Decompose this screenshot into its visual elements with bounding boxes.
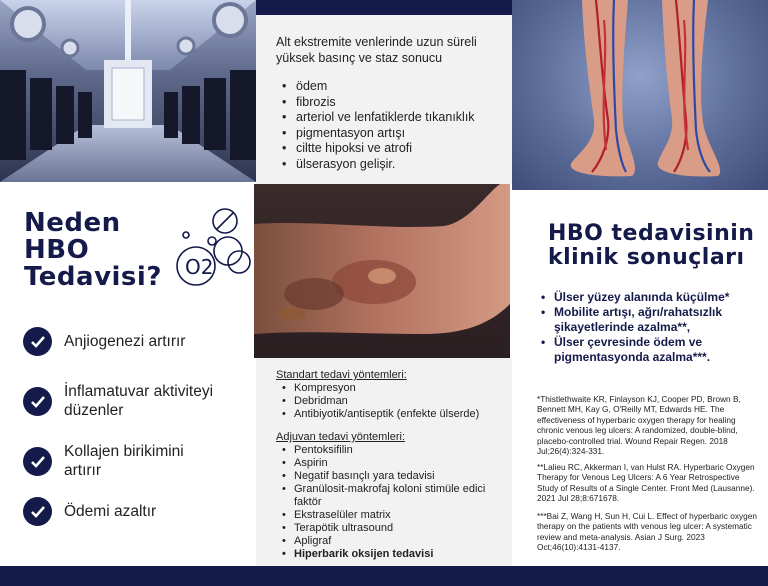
list-item: • ciltte hipoksi ve atrofi — [282, 141, 512, 157]
benefit-item — [23, 497, 224, 526]
list-item-highlight: • Hiperbarik oksijen tedavisi — [282, 548, 512, 561]
list-item: • Debridman — [282, 395, 512, 408]
list-item: • Aspirin — [282, 457, 512, 470]
symptom-list — [282, 79, 512, 172]
leg-veins-illustration — [512, 0, 768, 190]
check-icon — [23, 497, 52, 526]
list-item: • Negatif basınçlı yara tedavisi — [282, 470, 512, 483]
benefit-text: Kollajen birikimini artırır — [64, 443, 184, 479]
results-list — [541, 290, 756, 365]
list-item: • Kompresyon — [282, 382, 512, 395]
list-item: • Antibiyotik/antiseptik (enfekte ülserde) — [282, 408, 512, 421]
hyperbaric-chamber-photo — [0, 0, 256, 182]
pathophysiology-panel — [256, 0, 512, 184]
treatment-panel — [256, 358, 512, 566]
list-item: • Ülser çevresinde ödem ve pigmentasyonda azalma***. — [541, 335, 756, 365]
list-item: • Pentoksifilin — [282, 444, 512, 457]
benefit-item — [23, 383, 224, 420]
check-icon — [23, 327, 52, 356]
o2-label: O2 — [185, 255, 214, 279]
benefit-text: İnflamatuvar aktiviteyi düzenler — [64, 383, 214, 419]
standard-heading: Standart tedavi yöntemleri: — [276, 369, 407, 381]
reference-text: ***Bai Z, Wang H, Sun H, Cui L. Effect of hyperbaric oxygen therapy on the patients with venous leg ulcer: A systematic review and meta-analysis. Asian J Surg. 2023 Oct;46(10):4131-4137. — [537, 511, 757, 553]
list-item: • pigmentasyon artışı — [282, 126, 512, 142]
title-line: HBO — [24, 235, 90, 265]
standard-list — [282, 382, 512, 421]
benefit-item — [23, 327, 224, 356]
adjuvant-heading: Adjuvan tedavi yöntemleri: — [276, 431, 406, 443]
page-title — [24, 210, 162, 291]
results-title — [548, 222, 754, 270]
intro-text: Alt ekstremite venlerinde uzun süreli yüksek basınç ve staz sonucu — [276, 35, 477, 65]
check-icon — [23, 387, 52, 416]
benefit-text: Anjiogenezi artırır — [64, 333, 186, 350]
list-item: • ödem — [282, 79, 512, 95]
list-item: • Mobilite artışı, ağrı/rahatsızlık şikayetlerinde azalma**, — [541, 305, 756, 335]
top-bar — [256, 0, 512, 15]
venous-ulcer-photo — [254, 184, 510, 358]
list-item: • Ülser yüzey alanında küçülme* — [541, 290, 756, 305]
bottom-bar — [0, 566, 768, 586]
reference-text: **Lalieu RC, Akkerman I, van Hulst RA. Hyperbaric Oxygen Therapy for Venous Leg Ulcers: A 6 Year Retrospective Study of Results of a Single Center. Front Med (Lausanne). 2021 Jul 28;8:671678. — [537, 462, 755, 504]
list-item: • Apligraf — [282, 535, 512, 548]
oxygen-bubbles-icon — [176, 205, 252, 287]
list-item: • Terapötik ultrasound — [282, 522, 512, 535]
reference-text: *Thistlethwaite KR, Finlayson KJ, Cooper PD, Brown B, Bennett MH, Kay G, O'Reilly MT, Edwards HE. The effectiveness of hyperbaric oxygen therapy for healing chronic venous leg ulcers: A randomized, double-blind, placebo-controlled trial. Wound Repair Regen. 2018 Jul;26(4):324-331. — [537, 394, 741, 457]
list-item: • Ekstraselüler matrix — [282, 509, 512, 522]
results-title-line: klinik sonuçları — [548, 245, 745, 270]
check-icon — [23, 447, 52, 476]
list-item: • ülserasyon gelişir. — [282, 157, 512, 173]
list-item: • arteriol ve lenfatiklerde tıkanıklık — [282, 110, 512, 126]
adjuvant-list — [282, 444, 512, 561]
benefit-item — [23, 443, 224, 480]
title-line: Neden — [24, 208, 121, 238]
list-item: • fibrozis — [282, 95, 512, 111]
list-item: • Granülosit-makrofaj koloni stimüle edici faktör — [282, 483, 487, 509]
title-line: Tedavisi? — [24, 262, 162, 292]
results-title-line: HBO tedavisinin — [548, 221, 755, 246]
benefit-text: Ödemi azaltır — [64, 503, 157, 520]
